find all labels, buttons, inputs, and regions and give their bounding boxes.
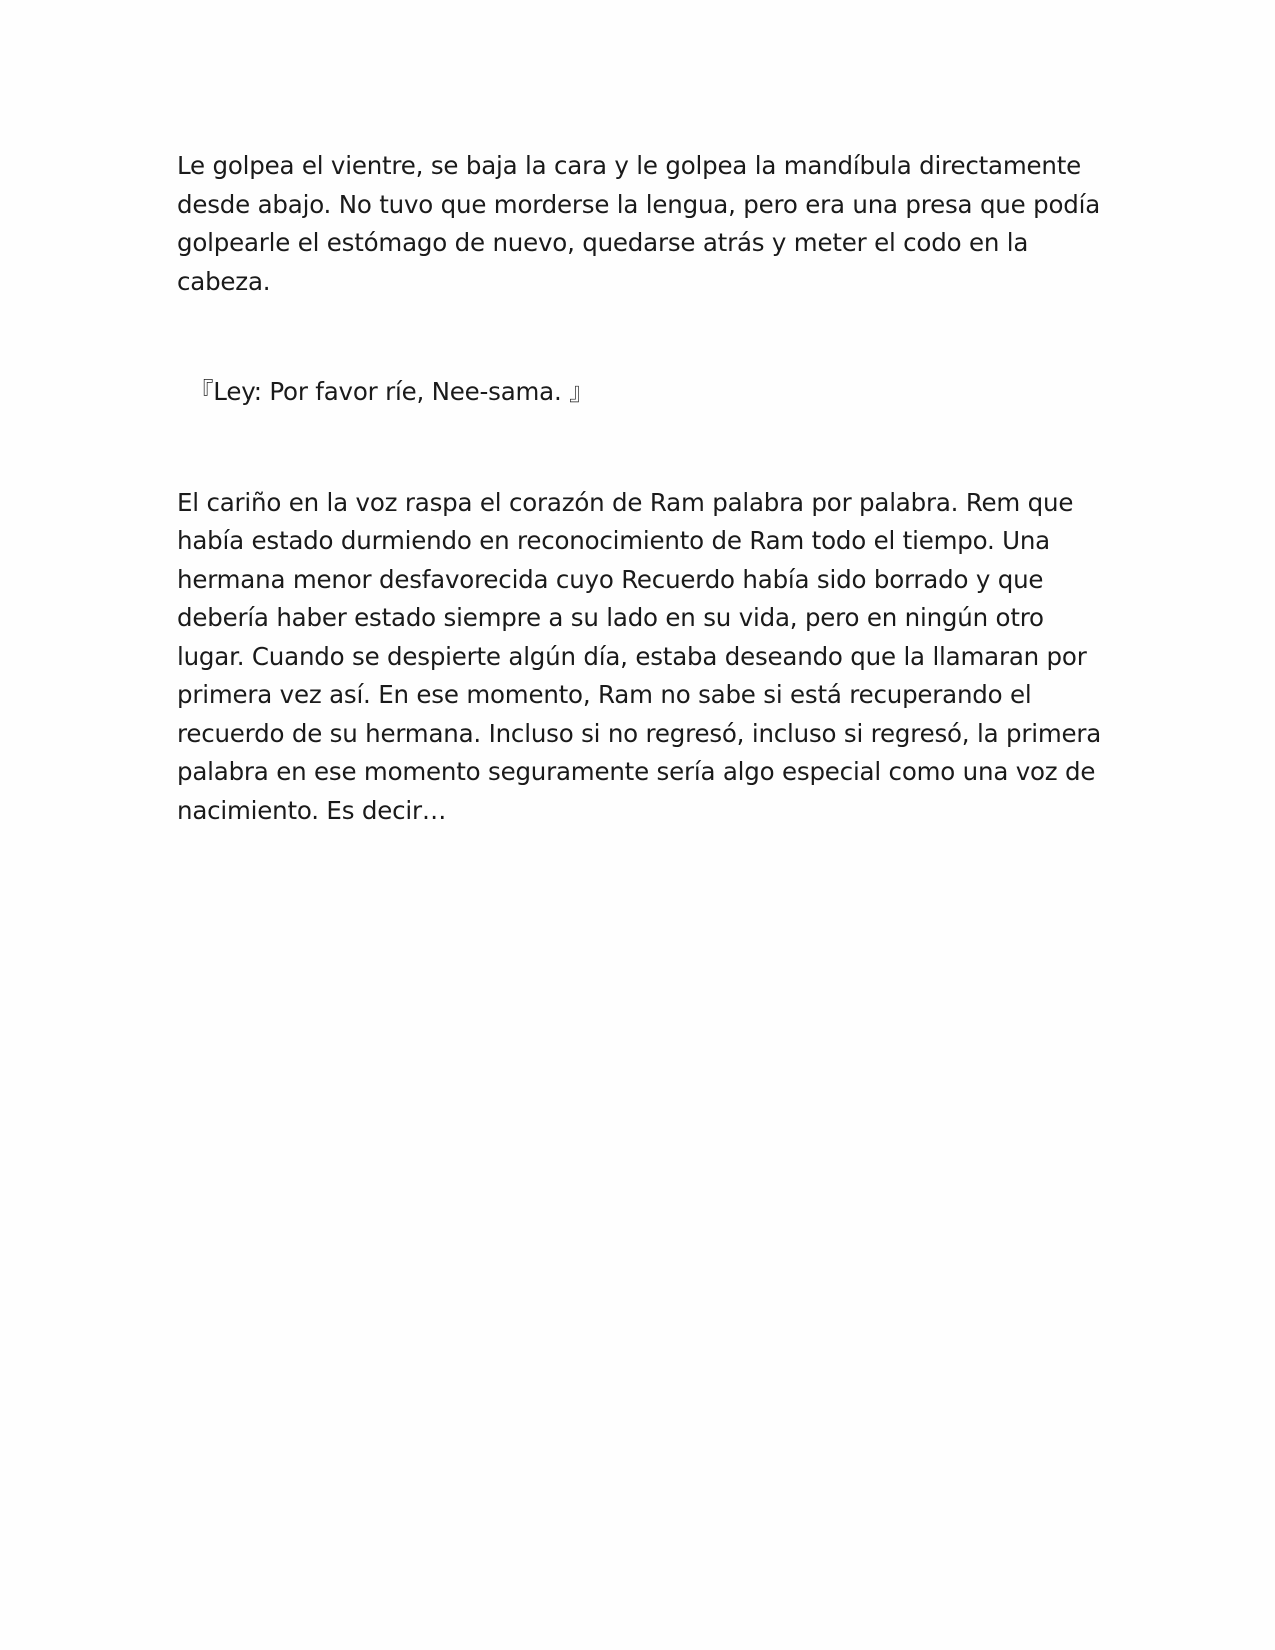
paragraph-memory: El cariño en la voz raspa el corazón de Ram palabra por palabra. Rem que había estado durmiendo en reconocimiento de Ram todo el tiempo. Una hermana menor desfavorecida cuyo Recuerdo había sido borrado y que debería haber estado siempre a su lado en su vida, pero en ningún otro lugar. Cuando se despierte algún día, estaba deseando que la llamaran por primera vez así. En ese momento, Ram no sabe si está recuperando el recuerdo de su hermana. Incluso si no regresó, incluso si regresó, la primera palabra en ese momento seguramente sería algo especial como una voz de nacimiento. Es decir… xyxy=(177,487,1102,825)
document-body xyxy=(177,147,1112,830)
dialogue-line: 『Ley: Por favor ríe, Nee-sama. 』 xyxy=(189,377,594,406)
paragraph-fight: Le golpea el vientre, se baja la cara y le golpea la mandíbula directamente desde abajo. No tuvo que morderse la lengua, pero era una presa que podía golpearle el estómago de nuevo, quedarse atrás y meter el codo en la cabeza. xyxy=(177,151,1101,296)
